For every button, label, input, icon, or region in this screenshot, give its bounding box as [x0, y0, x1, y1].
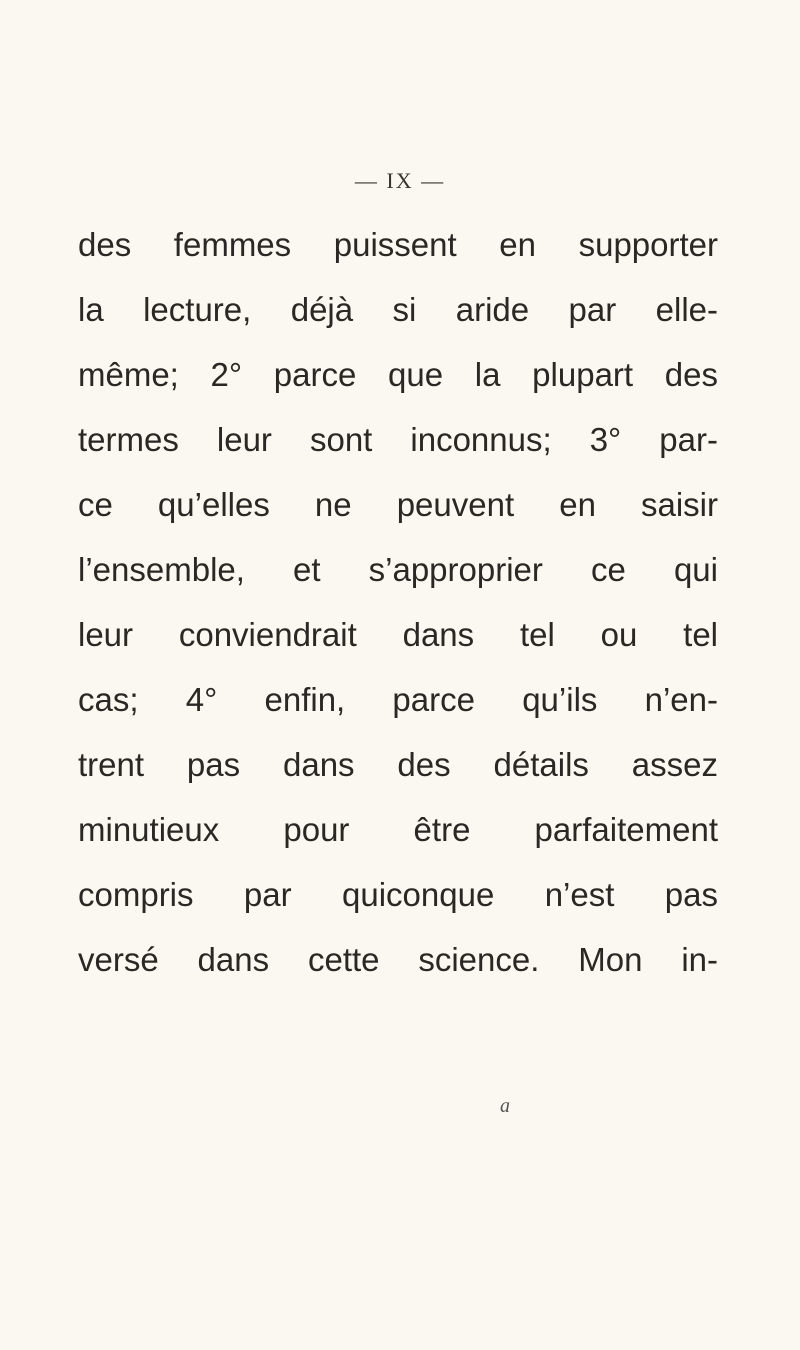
text-line: minutieux pour être parfaitement — [78, 811, 718, 848]
text-line: des femmes puissent en supporter — [78, 226, 718, 263]
page-number: — IX — — [354, 168, 446, 193]
text-line: la lecture, déjà si aride par elle- — [78, 291, 718, 328]
body-text — [78, 212, 718, 992]
text-line: trent pas dans des détails assez — [78, 746, 718, 783]
text-line: versé dans cette science. Mon in- — [78, 941, 718, 978]
catchword: a — [500, 1095, 510, 1117]
text-line: ce qu’elles ne peuvent en saisir — [78, 486, 718, 523]
text-line: l’ensemble, et s’approprier ce qui — [78, 551, 718, 588]
text-line: cas; 4° enfin, parce qu’ils n’en- — [78, 681, 718, 718]
text-line: termes leur sont inconnus; 3° par- — [78, 421, 718, 458]
text-line: compris par quiconque n’est pas — [78, 876, 718, 913]
text-line: leur conviendrait dans tel ou tel — [78, 616, 718, 653]
text-line: même; 2° parce que la plupart des — [78, 356, 718, 393]
